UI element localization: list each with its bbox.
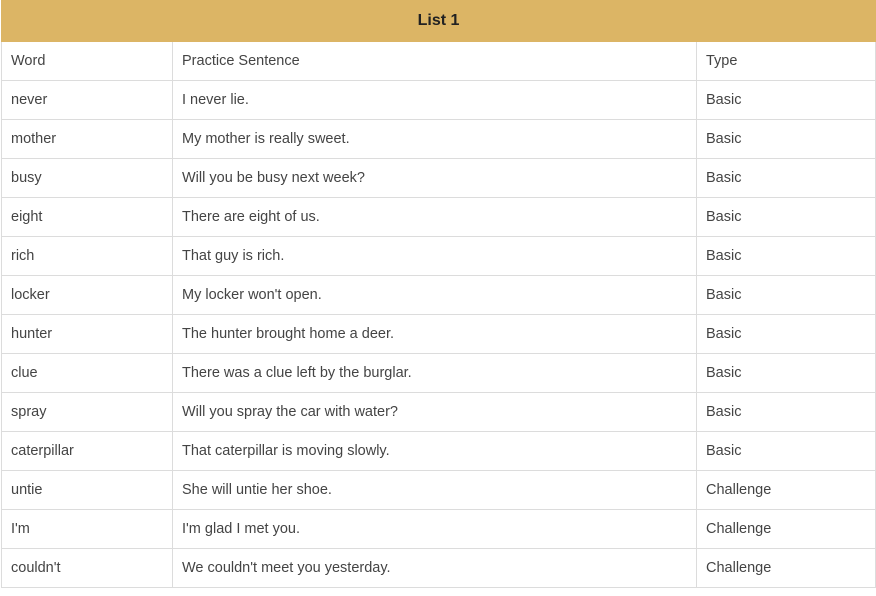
word-cell: never	[2, 81, 173, 120]
type-cell: Challenge	[697, 549, 876, 588]
table-row	[2, 159, 876, 198]
word-list-table	[1, 0, 876, 588]
type-cell: Basic	[697, 237, 876, 276]
word-cell: couldn't	[2, 549, 173, 588]
table-row	[2, 237, 876, 276]
sentence-cell: My locker won't open.	[173, 276, 697, 315]
list-title: List 1	[2, 1, 876, 42]
column-header-row	[2, 42, 876, 81]
table-row	[2, 471, 876, 510]
table-row	[2, 510, 876, 549]
table-row	[2, 120, 876, 159]
type-cell: Basic	[697, 159, 876, 198]
sentence-cell: That caterpillar is moving slowly.	[173, 432, 697, 471]
type-cell: Basic	[697, 276, 876, 315]
sentence-cell: She will untie her shoe.	[173, 471, 697, 510]
type-cell: Basic	[697, 120, 876, 159]
table-body	[2, 42, 876, 588]
word-cell: hunter	[2, 315, 173, 354]
word-cell: eight	[2, 198, 173, 237]
type-cell: Basic	[697, 393, 876, 432]
type-cell: Basic	[697, 354, 876, 393]
table-row	[2, 432, 876, 471]
column-header-sentence: Practice Sentence	[173, 42, 697, 81]
word-cell: mother	[2, 120, 173, 159]
type-cell: Basic	[697, 81, 876, 120]
type-cell: Challenge	[697, 510, 876, 549]
table-row	[2, 81, 876, 120]
title-row	[2, 1, 876, 42]
sentence-cell: We couldn't meet you yesterday.	[173, 549, 697, 588]
column-header-type: Type	[697, 42, 876, 81]
word-cell: locker	[2, 276, 173, 315]
sentence-cell: The hunter brought home a deer.	[173, 315, 697, 354]
word-cell: rich	[2, 237, 173, 276]
table-row	[2, 549, 876, 588]
word-cell: I'm	[2, 510, 173, 549]
word-cell: untie	[2, 471, 173, 510]
sentence-cell: That guy is rich.	[173, 237, 697, 276]
sentence-cell: There was a clue left by the burglar.	[173, 354, 697, 393]
word-cell: busy	[2, 159, 173, 198]
sentence-cell: I'm glad I met you.	[173, 510, 697, 549]
table-row	[2, 315, 876, 354]
table-row	[2, 198, 876, 237]
type-cell: Challenge	[697, 471, 876, 510]
sentence-cell: My mother is really sweet.	[173, 120, 697, 159]
type-cell: Basic	[697, 432, 876, 471]
word-cell: clue	[2, 354, 173, 393]
sentence-cell: I never lie.	[173, 81, 697, 120]
sentence-cell: Will you be busy next week?	[173, 159, 697, 198]
table-row	[2, 276, 876, 315]
column-header-word: Word	[2, 42, 173, 81]
type-cell: Basic	[697, 198, 876, 237]
type-cell: Basic	[697, 315, 876, 354]
table-row	[2, 354, 876, 393]
sentence-cell: Will you spray the car with water?	[173, 393, 697, 432]
word-cell: spray	[2, 393, 173, 432]
word-cell: caterpillar	[2, 432, 173, 471]
sentence-cell: There are eight of us.	[173, 198, 697, 237]
table-row	[2, 393, 876, 432]
